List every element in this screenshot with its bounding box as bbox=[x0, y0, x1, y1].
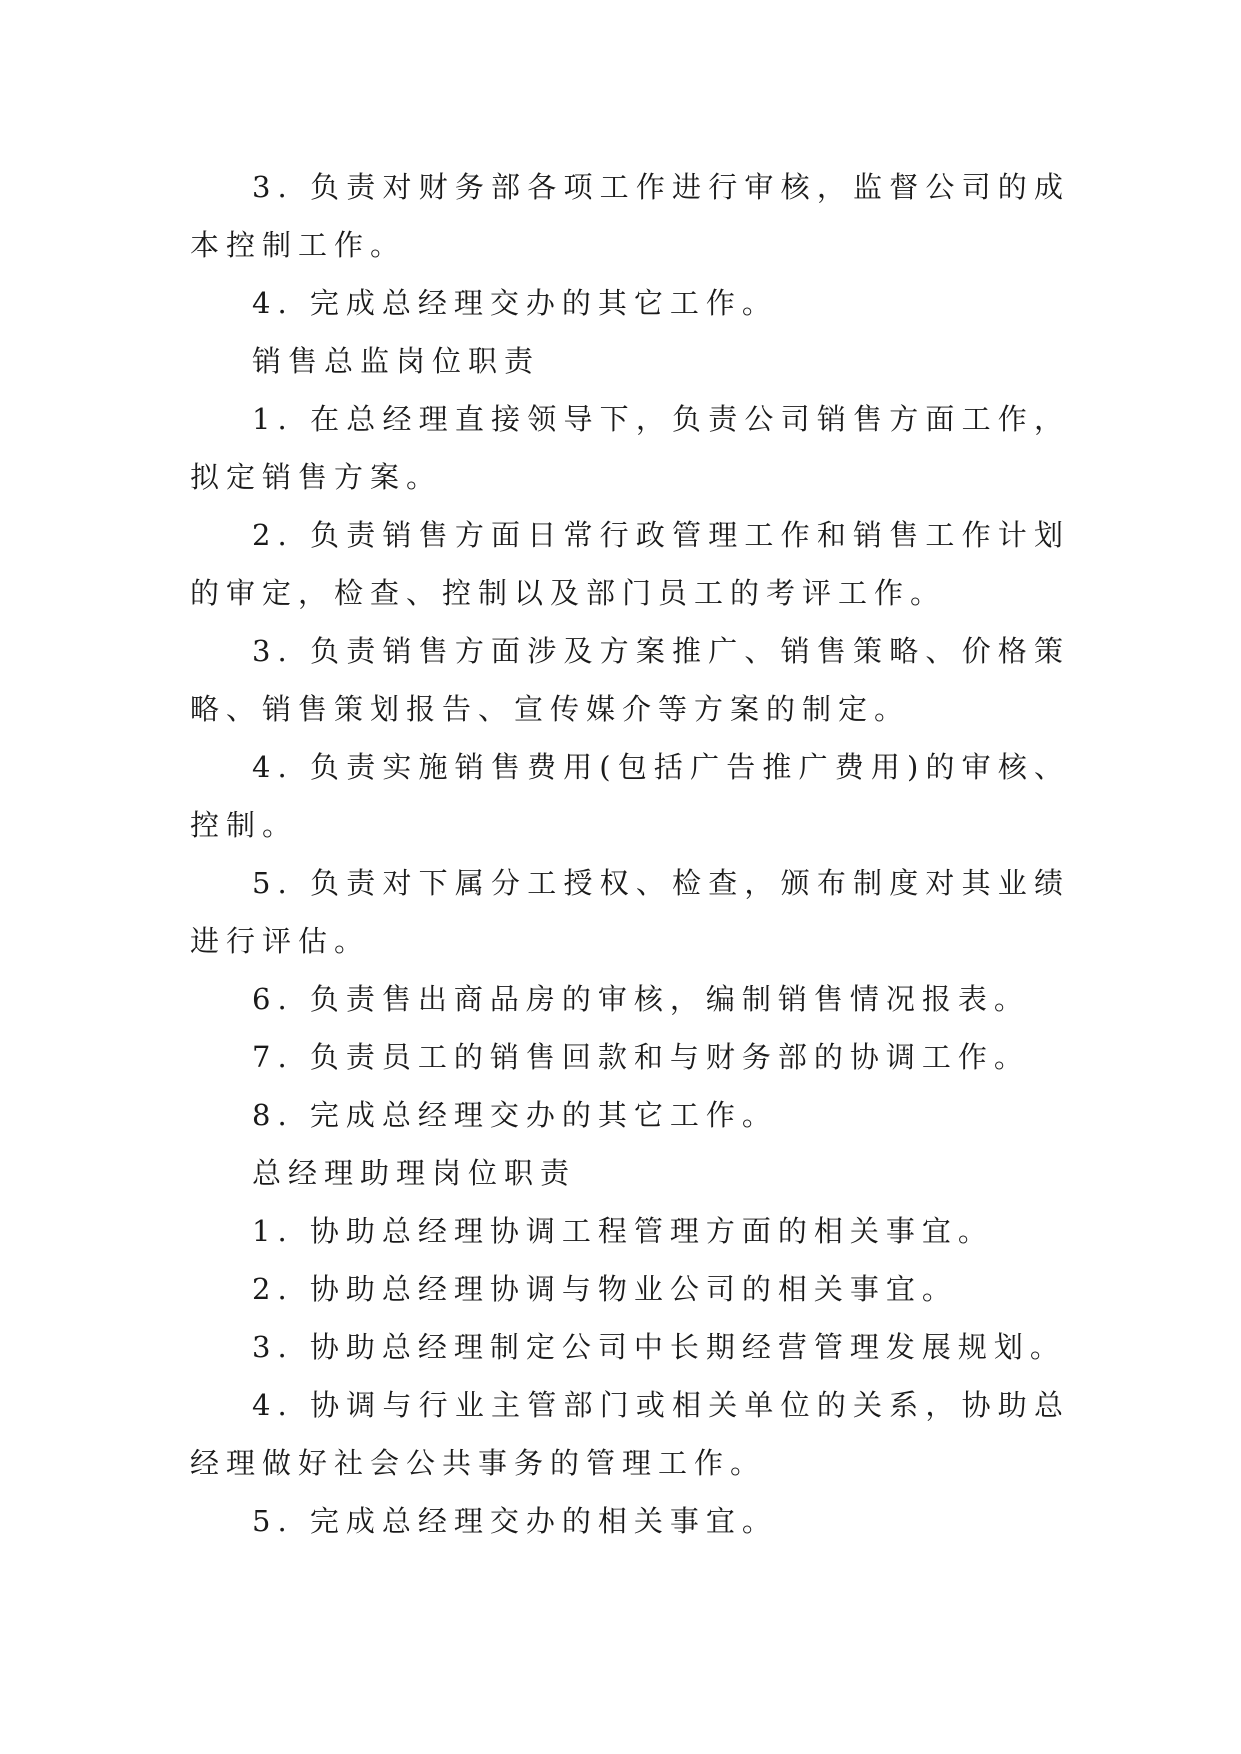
assistant-item-4: 4. 协调与行业主管部门或相关单位的关系，协助总经理做好社会公共事务的管理工作。 bbox=[190, 1388, 1070, 1480]
section-heading-sales-director: 销售总监岗位职责 bbox=[252, 344, 541, 378]
assistant-item-1: 1. 协助总经理协调工程管理方面的相关事宜。 bbox=[252, 1214, 994, 1248]
assistant-item-5: 5. 完成总经理交办的相关事宜。 bbox=[252, 1504, 778, 1538]
document-body bbox=[190, 158, 1070, 1550]
sales-item-4: 4. 负责实施销售费用(包括广告推广费用)的审核、控制。 bbox=[190, 750, 1070, 842]
finance-item-3: 3. 负责对财务部各项工作进行审核，监督公司的成本控制工作。 bbox=[190, 170, 1070, 262]
sales-item-5: 5. 负责对下属分工授权、检查，颁布制度对其业绩进行评估。 bbox=[190, 866, 1070, 958]
sales-item-6: 6. 负责售出商品房的审核，编制销售情况报表。 bbox=[252, 982, 1030, 1016]
sales-item-1: 1. 在总经理直接领导下，负责公司销售方面工作，拟定销售方案。 bbox=[190, 402, 1070, 494]
assistant-item-2: 2. 协助总经理协调与物业公司的相关事宜。 bbox=[252, 1272, 958, 1306]
section-heading-gm-assistant: 总经理助理岗位职责 bbox=[252, 1156, 577, 1190]
sales-item-2: 2. 负责销售方面日常行政管理工作和销售工作计划的审定，检查、控制以及部门员工的考评工作。 bbox=[190, 518, 1070, 610]
sales-item-3: 3. 负责销售方面涉及方案推广、销售策略、价格策略、销售策划报告、宣传媒介等方案的制定。 bbox=[190, 634, 1070, 726]
finance-item-4: 4. 完成总经理交办的其它工作。 bbox=[252, 286, 778, 320]
sales-item-7: 7. 负责员工的销售回款和与财务部的协调工作。 bbox=[252, 1040, 1030, 1074]
assistant-item-3: 3. 协助总经理制定公司中长期经营管理发展规划。 bbox=[252, 1330, 1066, 1364]
sales-item-8: 8. 完成总经理交办的其它工作。 bbox=[252, 1098, 778, 1132]
